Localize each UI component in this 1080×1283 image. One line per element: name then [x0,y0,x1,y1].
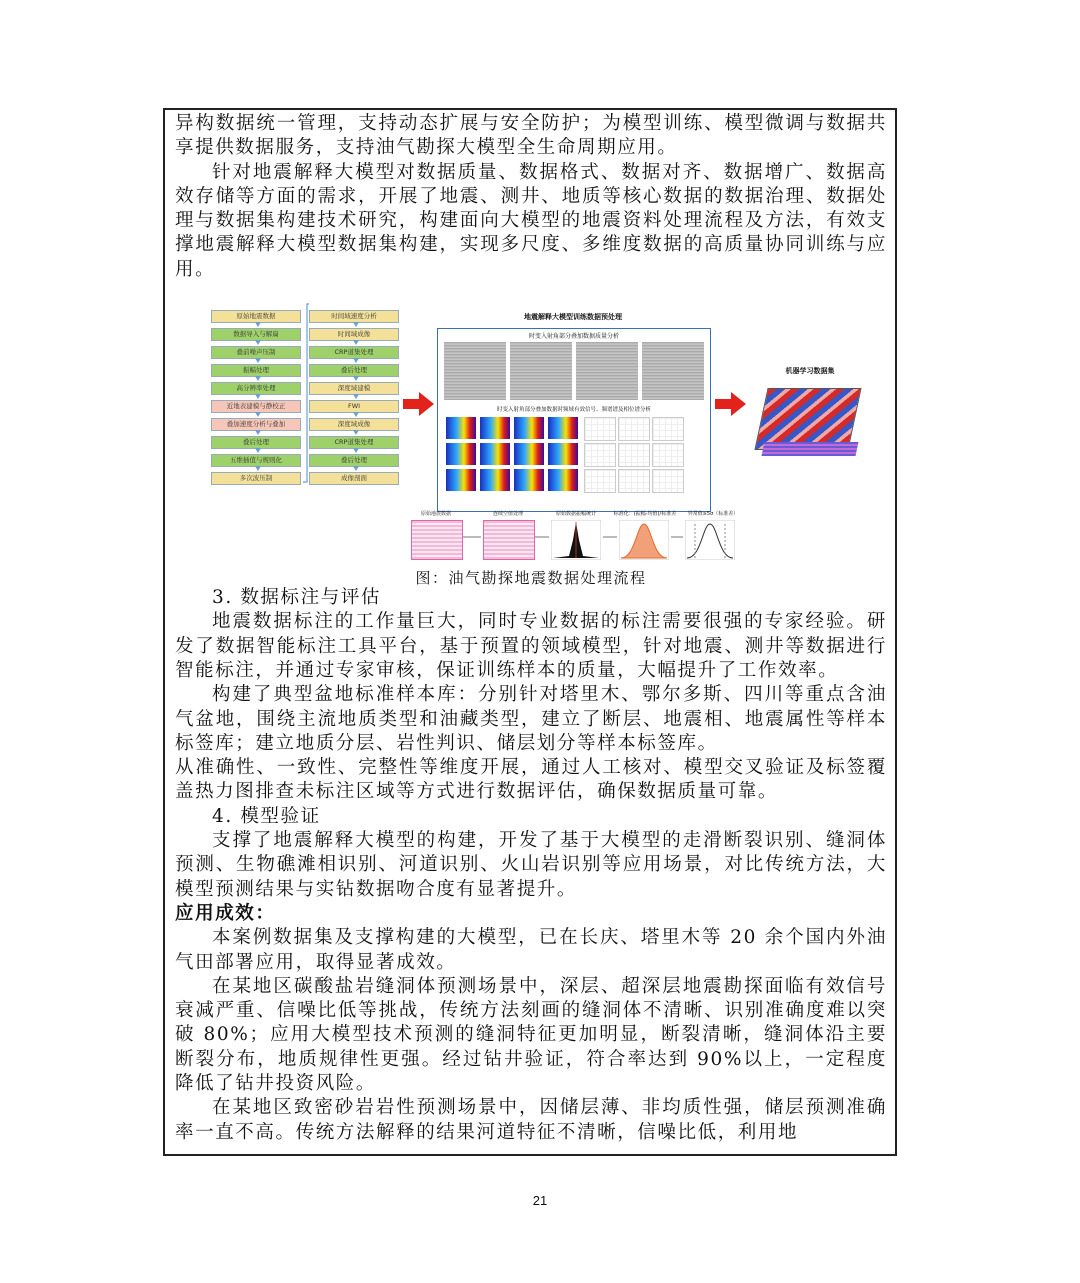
panel-top-label: 时变入射角部分叠加数据质量分析 [528,333,619,341]
flow-column-right [309,310,399,500]
analysis-panel [437,328,711,512]
phase-plot [584,417,616,441]
bottom-label: 原始数据振幅统计 [555,511,596,518]
phase-plot [652,469,684,493]
bottom-label: 异常值≥5σ（标准差） [687,511,739,518]
phase-plot [584,443,616,467]
spectrum-plot [548,417,578,439]
down-arrow-icon [353,394,359,399]
phase-plot [652,417,684,441]
flow-step: 成像剖面 [309,472,399,485]
spectrum-plot [514,443,544,465]
content-frame [163,108,897,1156]
right-arrow-icon [715,392,747,416]
paragraph-8: 在某地区碳酸盐岩缝洞体预测场景中，深层、超深层地震勘探面临有效信号衰减严重、信噪比低等挑战，传统方法刻画的缝洞体不清晰、识别准确度难以突破 80%；应用大模型技术预测的缝洞特征更加明显，断裂清晰，缝洞体沿主要断裂分布，地质规律性更强。经过钻井验证，符合率达到 90%以上，一定程度降低了钻井投资风险。 [175,975,887,1095]
down-arrow-icon [255,412,261,417]
phase-plot [618,469,650,493]
down-arrow-icon [255,466,261,471]
phase-plot [584,469,616,493]
seismic-section [444,342,506,400]
paragraph-7: 本案例数据集及支撑构建的大模型，已在长庆、塔里木等 20 余个国内外油气田部署应用，取得显著成效。 [175,927,887,973]
paragraph-9: 在某地区致密砂岩岩性预测场景中，因储层薄、非均质性强，储层预测准确率一直不高。传统方法解释的结果河道特征不清晰，信噪比低，利用地 [175,1097,887,1143]
flow-column-left [211,310,301,500]
bottom-label: 标准化：(振幅-均值)/标准差 [613,511,677,518]
bottom-label: 原始地震数据 [420,511,451,518]
down-arrow-icon [255,394,261,399]
seismic-section [510,342,572,400]
flow-step: 时间域速度分析 [309,310,399,323]
down-arrow-icon [353,376,359,381]
paragraph-1: 异构数据统一管理，支持动态扩展与安全防护；为模型训练、模型微调与数据共享提供数据服务，支持油气勘探大模型全生命周期应用。 [175,113,887,159]
figure-title: 地震解释大模型训练数据预处理 [524,313,622,322]
seismic-section [642,342,704,400]
flow-step: 五维插值与规则化 [211,454,301,467]
down-arrow-icon [255,340,261,345]
ml-dataset-label: 机器学习数据集 [785,367,835,376]
paragraph-5: 从准确性、一致性、完整性等维度开展，通过人工核对、模型交叉验证及标签覆盖热力图排查未标注区域等方式进行数据评估，确保数据质量可靠。 [175,757,887,803]
flow-step: 叠加速度分析与叠加 [211,418,301,431]
flow-step: 时间域成像 [309,328,399,341]
flow-step: 叠后处理 [309,364,399,377]
spectrum-plot [480,469,510,491]
down-arrow-icon [353,412,359,417]
flow-connector [295,302,315,492]
figure-caption: 图：油气勘探地震数据处理流程 [415,569,647,588]
panel-mid-label: 时变入射角部分叠加数据时频域有效信号、频谱谱及相位谱分析 [496,407,651,414]
phase-plot [652,443,684,467]
right-arrow-icon [403,392,435,416]
spectrum-plot [514,469,544,491]
flow-step: 深度域建模 [309,382,399,395]
flow-step: 叠前噪声压制 [211,346,301,359]
down-arrow-icon [255,376,261,381]
section-4-title: 4. 模型验证 [212,805,321,827]
processing-figure [175,292,887,586]
flow-step: CRP道集处理 [309,346,399,359]
phase-plot [618,443,650,467]
flow-step: 多次波压制 [211,472,301,485]
down-arrow-icon [255,358,261,363]
spectrum-plot [446,469,476,491]
flow-step: CRP道集处理 [309,436,399,449]
spectrum-plot [514,417,544,439]
down-arrow-icon [353,430,359,435]
phase-plot [618,417,650,441]
ml-dataset-cube-side [762,442,859,456]
flow-step: 原始地震数据 [211,310,301,323]
spectrum-plot [480,443,510,465]
flow-step: 振幅处理 [211,364,301,377]
down-arrow-icon [353,466,359,471]
paragraph-2: 针对地震解释大模型对数据质量、数据格式、数据对齐、数据增广、数据高效存储等方面的需求，开展了地震、测井、地质等核心数据的数据治理、数据处理与数据集构建技术研究，构建面向大模型的地震资料处理流程及方法，有效支撑地震解释大模型数据集构建，实现多尺度、多维度数据的高质量协同训练与应用。 [175,161,887,280]
flow-step: 数据导入与解扁 [211,328,301,341]
flow-step: 深度域成像 [309,418,399,431]
spectrum-plot [446,417,476,439]
bottom-label: 连续空值处理 [492,511,523,518]
flow-step: 高分辨率处理 [211,382,301,395]
down-arrow-icon [353,340,359,345]
flow-step: 叠后处理 [309,454,399,467]
down-arrow-icon [353,322,359,327]
paragraph-3: 地震数据标注的工作量巨大，同时专业数据的标注需要很强的专家经验。研发了数据智能标注工具平台，基于预置的领域模型，针对地震、测井等数据进行智能标注，并通过专家审核，保证训练样本的质量，大幅提升了工作效率。 [175,611,887,681]
flow-arrows-bottom [463,532,733,542]
page-number: 21 [532,1193,548,1208]
down-arrow-icon [353,358,359,363]
spectrum-plot [480,417,510,439]
down-arrow-icon [255,430,261,435]
seismic-cube-thumb [411,520,463,560]
spectrum-plot [548,443,578,465]
results-heading: 应用成效： [175,902,276,924]
spectrum-plot [548,469,578,491]
down-arrow-icon [255,322,261,327]
down-arrow-icon [255,448,261,453]
seismic-section [576,342,638,400]
section-3-title: 3. 数据标注与评估 [212,587,382,609]
spectrum-plot [446,443,476,465]
flow-step: 近地表建模与静校正 [211,400,301,413]
down-arrow-icon [353,448,359,453]
paragraph-6: 支撑了地震解释大模型的构建，开发了基于大模型的走滑断裂识别、缝洞体预测、生物礁滩相识别、河道识别、火山岩识别等应用场景，对比传统方法，大模型预测结果与实钻数据吻合度有显著提升。 [175,830,887,900]
flow-step: FWI [309,400,399,413]
ml-dataset-cube [754,388,861,450]
flow-step: 叠后处理 [211,436,301,449]
paragraph-4: 构建了典型盆地标准样本库：分别针对塔里木、鄂尔多斯、四川等重点含油气盆地，围绕主流地质类型和油藏类型，建立了断层、地震相、地震属性等样本标签库；建立地质分层、岩性判识、储层划分等样本标签库。 [175,684,887,754]
